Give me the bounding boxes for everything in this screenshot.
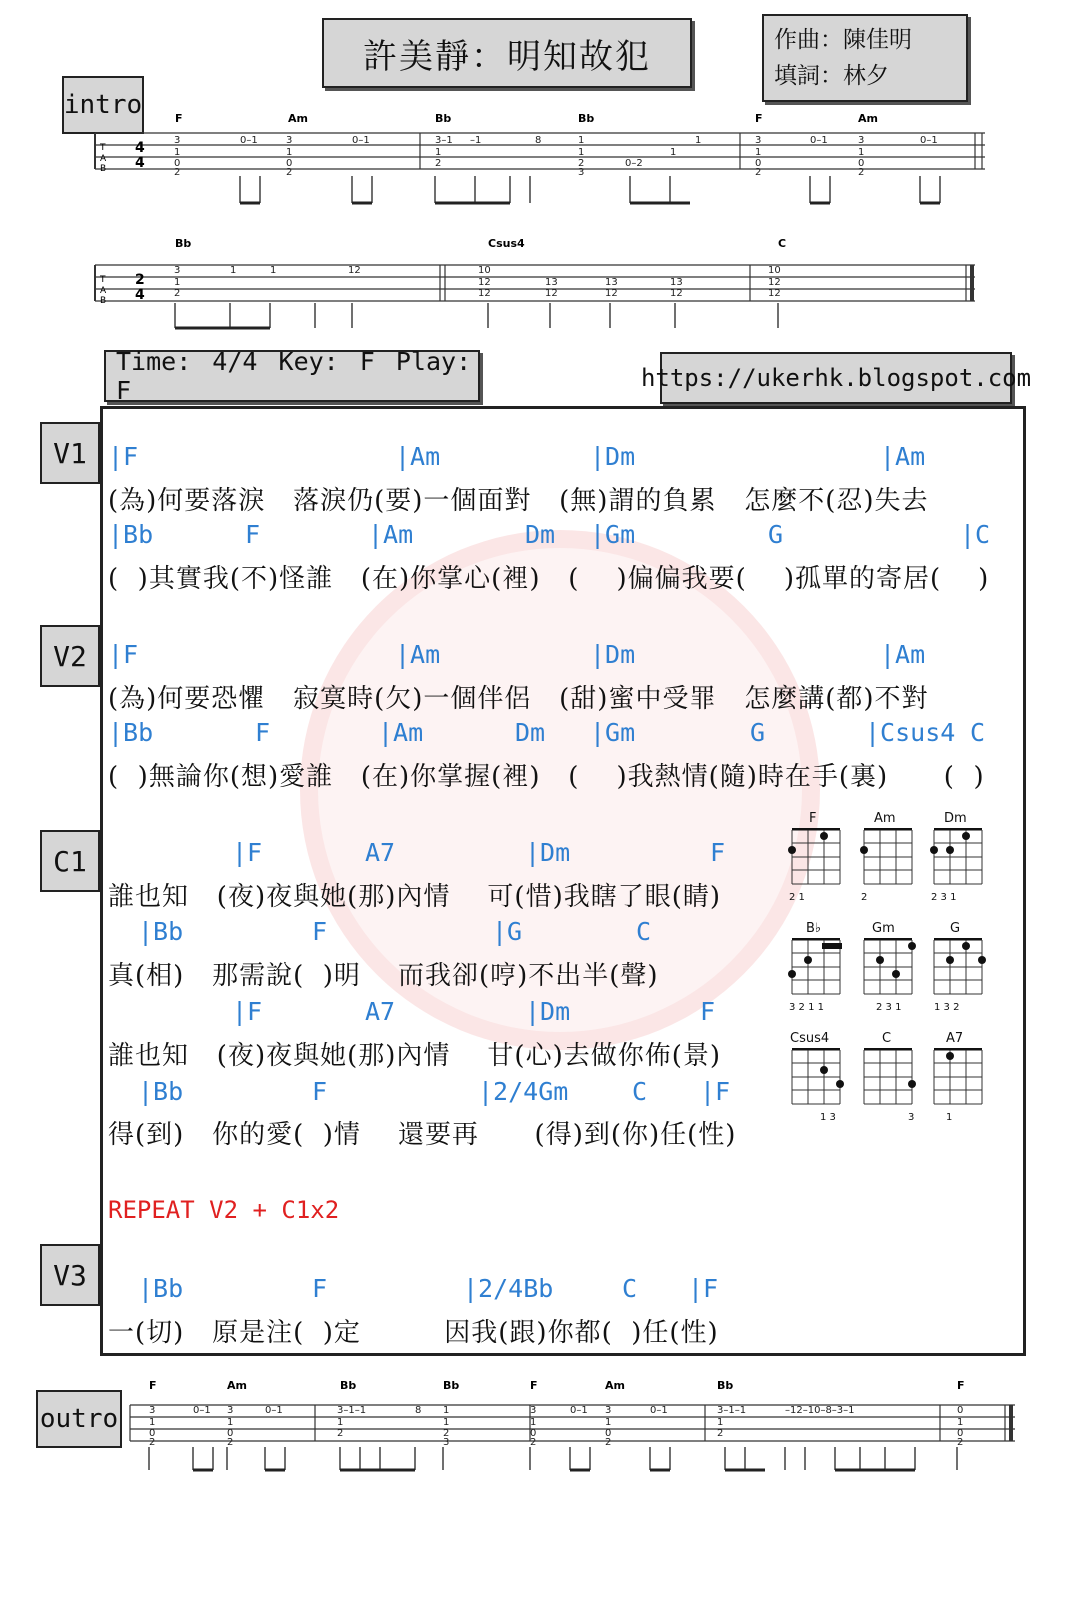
svg-text:2: 2 (957, 1437, 964, 1448)
svg-text:3: 3 (755, 135, 762, 146)
intro-chord: Am (858, 112, 878, 125)
svg-text:2: 2 (227, 1437, 234, 1448)
chord: F (245, 520, 261, 549)
svg-text:T: T (100, 275, 106, 285)
chord: |F (688, 1274, 719, 1303)
svg-text:13: 13 (545, 277, 558, 288)
lyric-line: 誰也知 (夜)夜與她(那)內情 可(惜)我瞎了眼(睛) (108, 882, 722, 912)
svg-text:3–1–1: 3–1–1 (717, 1405, 747, 1416)
chord: |Bb (138, 1077, 184, 1106)
chord: Dm (525, 520, 556, 549)
svg-text:–12–10–8–3–1: –12–10–8–3–1 (785, 1405, 855, 1416)
svg-text:3–1: 3–1 (435, 135, 453, 146)
intro-tab-row2 (90, 233, 990, 338)
composer: 作曲：陳佳明 (774, 27, 912, 53)
chord-fingers: 1 3 2 (934, 1002, 960, 1013)
chord: |F (108, 442, 139, 471)
svg-text:2: 2 (605, 1437, 612, 1448)
svg-text:0: 0 (286, 158, 293, 169)
svg-text:0: 0 (149, 1428, 156, 1439)
svg-text:2: 2 (755, 167, 762, 178)
svg-text:1: 1 (578, 147, 585, 158)
chord: |G (492, 917, 523, 946)
chord: |Bb (108, 718, 154, 747)
svg-text:1: 1 (695, 135, 702, 146)
chord-fingers: 3 2 1 1 (789, 1002, 824, 1013)
svg-text:0–1: 0–1 (240, 135, 258, 146)
svg-text:2: 2 (149, 1437, 156, 1448)
chord-name: G (950, 921, 961, 936)
chord-fingers: 2 (861, 892, 868, 903)
outro-label: outro (36, 1390, 122, 1448)
chord: |Dm (525, 838, 571, 867)
chord-name: A7 (946, 1031, 964, 1046)
svg-text:T: T (100, 143, 106, 153)
svg-text:1: 1 (337, 1417, 344, 1428)
svg-text:B: B (100, 296, 107, 306)
svg-text:3: 3 (149, 1405, 156, 1416)
chord: G (768, 520, 784, 549)
svg-text:2: 2 (286, 167, 293, 178)
svg-text:–1: –1 (470, 135, 482, 146)
chord: |Dm (525, 997, 571, 1026)
chord: |Bb (108, 520, 154, 549)
section-v2: V2 (40, 625, 100, 687)
svg-text:12: 12 (545, 288, 558, 299)
svg-text:1: 1 (717, 1417, 724, 1428)
chord-name: C (882, 1031, 892, 1046)
svg-text:0–1: 0–1 (352, 135, 370, 146)
chord: |Dm (590, 640, 636, 669)
chord: C (622, 1274, 638, 1303)
outro-tab (125, 1375, 1025, 1485)
svg-text:1: 1 (670, 147, 677, 158)
svg-text:3: 3 (174, 265, 181, 276)
chord-fingers: 2 3 1 (876, 1002, 902, 1013)
credits (762, 14, 968, 102)
svg-text:2: 2 (443, 1428, 450, 1439)
outro-chord: Bb (340, 1379, 357, 1392)
svg-text:10: 10 (768, 265, 781, 276)
svg-text:0: 0 (605, 1428, 612, 1439)
svg-text:3: 3 (578, 167, 585, 178)
svg-text:A: A (100, 154, 107, 164)
svg-text:1: 1 (755, 147, 762, 158)
svg-text:0: 0 (530, 1428, 537, 1439)
svg-text:1: 1 (530, 1417, 537, 1428)
lyricist: 填詞：林夕 (774, 63, 889, 89)
svg-text:1: 1 (443, 1417, 450, 1428)
chord: |Am (395, 442, 441, 471)
svg-text:1: 1 (149, 1417, 156, 1428)
chord-fingers: 1 3 (820, 1112, 836, 1123)
svg-text:3: 3 (858, 135, 865, 146)
svg-text:0–1: 0–1 (650, 1405, 668, 1416)
svg-text:0: 0 (227, 1428, 234, 1439)
chord-fingers: 2 1 (789, 892, 805, 903)
outro-chord: F (530, 1379, 538, 1392)
svg-text:4: 4 (135, 140, 145, 156)
svg-text:0: 0 (755, 158, 762, 169)
chord: |Am (378, 718, 424, 747)
chord: F (710, 838, 726, 867)
svg-text:0: 0 (174, 158, 181, 169)
outro-chord: F (149, 1379, 157, 1392)
intro-tab-row1 (90, 108, 990, 213)
svg-text:2: 2 (578, 158, 585, 169)
chord: F (255, 718, 271, 747)
chord: F (700, 997, 716, 1026)
svg-text:12: 12 (348, 265, 361, 276)
svg-text:10: 10 (478, 265, 491, 276)
chord: |Bb (138, 1274, 184, 1303)
chord: F (312, 1077, 328, 1106)
song-info: Time: 4/4 Key: F Play: F (104, 350, 480, 402)
svg-text:0–1: 0–1 (570, 1405, 588, 1416)
chord: |C (960, 520, 991, 549)
svg-text:1: 1 (578, 135, 585, 146)
svg-text:3: 3 (286, 135, 293, 146)
chord: |Dm (590, 442, 636, 471)
intro-chord: Bb (578, 112, 595, 125)
chord-fingers: 1 (946, 1112, 953, 1123)
svg-text:8: 8 (535, 135, 542, 146)
lyric-line: 一(切) 原是注( )定 因我(跟)你都( )任(性) (108, 1318, 719, 1348)
svg-text:12: 12 (478, 277, 491, 288)
chord: C (632, 1077, 648, 1106)
chord: |F (700, 1077, 731, 1106)
svg-text:8: 8 (415, 1405, 422, 1416)
section-v1: V1 (40, 422, 100, 484)
chord: |Bb (138, 917, 184, 946)
chord-diagrams (782, 808, 1000, 1133)
intro-chord: C (778, 237, 787, 250)
svg-text:0: 0 (858, 158, 865, 169)
section-c1: C1 (40, 830, 100, 892)
blog-url[interactable]: https://ukerhk.blogspot.com (660, 352, 1012, 404)
svg-text:0–1: 0–1 (810, 135, 828, 146)
chord-name: B♭ (806, 921, 822, 936)
lyric-line: 誰也知 (夜)夜與她(那)內情 甘(心)去做你佈(景) (108, 1041, 722, 1071)
chord: |Gm (590, 718, 636, 747)
svg-text:1: 1 (286, 147, 293, 158)
song-title: 許美靜：明知故犯 (322, 18, 692, 88)
svg-text:3–1–1: 3–1–1 (337, 1405, 367, 1416)
svg-text:1: 1 (858, 147, 865, 158)
outro-chord: Am (227, 1379, 247, 1392)
chord: |Gm (590, 520, 636, 549)
svg-text:1: 1 (443, 1405, 450, 1416)
chord: C (636, 917, 652, 946)
chord: A7 (365, 997, 396, 1026)
chord: |Am (395, 640, 441, 669)
chord: |Am (880, 442, 926, 471)
svg-text:2: 2 (174, 167, 181, 178)
lyric-line: (為)何要恐懼 寂寞時(欠)一個伴侶 (甜)蜜中受罪 怎麼講(都)不對 (108, 684, 929, 714)
chord-name: Dm (944, 811, 967, 826)
svg-text:2: 2 (435, 158, 442, 169)
svg-text:12: 12 (768, 288, 781, 299)
lyric-line: ( )無論你(想)愛誰 (在)你掌握(裡) ( )我熱情(隨)時在手(裏) ( ) (108, 762, 985, 792)
svg-text:1: 1 (435, 147, 442, 158)
svg-text:B: B (100, 164, 107, 174)
lyric-line: ( )其實我(不)怪誰 (在)你掌心(裡) ( )偏偏我要( )孤單的寄居( ) (108, 564, 990, 594)
chord-name: F (809, 811, 817, 826)
svg-text:0: 0 (957, 1428, 964, 1439)
chord: |F (108, 640, 139, 669)
svg-text:1: 1 (174, 147, 181, 158)
svg-text:2: 2 (135, 272, 145, 288)
svg-text:4: 4 (135, 155, 145, 171)
svg-text:0–1: 0–1 (193, 1405, 211, 1416)
intro-chord: Bb (175, 237, 192, 250)
chord: |Am (368, 520, 414, 549)
lyric-line: 真(相) 那需說( )明 而我卻(哼)不出半(聲) (108, 961, 659, 991)
outro-chord: Bb (443, 1379, 460, 1392)
intro-chord: F (755, 112, 763, 125)
chord-fingers: 2 3 1 (931, 892, 957, 903)
chord: Dm (515, 718, 546, 747)
svg-text:12: 12 (670, 288, 683, 299)
svg-text:1: 1 (605, 1417, 612, 1428)
svg-text:2: 2 (530, 1437, 537, 1448)
outro-chord: Am (605, 1379, 625, 1392)
intro-chord: Csus4 (488, 237, 525, 250)
chord: |F (232, 997, 263, 1026)
svg-text:1: 1 (957, 1417, 964, 1428)
svg-text:12: 12 (478, 288, 491, 299)
chord: F (312, 1274, 328, 1303)
svg-text:2: 2 (174, 288, 181, 299)
outro-chord: F (957, 1379, 965, 1392)
chord: |2/4Bb (463, 1274, 554, 1303)
svg-text:3: 3 (174, 135, 181, 146)
intro-chord: Am (288, 112, 308, 125)
svg-text:4: 4 (135, 287, 145, 303)
chord: F (312, 917, 328, 946)
svg-text:12: 12 (768, 277, 781, 288)
intro-chord: Bb (435, 112, 452, 125)
intro-chord: F (175, 112, 183, 125)
chord: G (750, 718, 766, 747)
svg-text:13: 13 (605, 277, 618, 288)
chord: C (970, 718, 986, 747)
section-v3: V3 (40, 1244, 100, 1306)
repeat-instruction: REPEAT V2 + C1x2 (108, 1196, 340, 1224)
chord-name: Gm (872, 921, 895, 936)
svg-text:0–2: 0–2 (625, 158, 643, 169)
svg-text:12: 12 (605, 288, 618, 299)
lyric-line: 得(到) 你的愛( )情 還要再 (得)到(你)任(性) (108, 1120, 737, 1150)
svg-text:A: A (100, 286, 107, 296)
lyric-line: (為)何要落淚 落淚仍(要)一個面對 (無)謂的負累 怎麼不(忍)失去 (108, 486, 929, 516)
svg-text:2: 2 (337, 1428, 344, 1439)
svg-text:0–1: 0–1 (265, 1405, 283, 1416)
outro-chord: Bb (717, 1379, 734, 1392)
svg-text:2: 2 (717, 1428, 724, 1439)
chord: |Am (880, 640, 926, 669)
svg-text:3: 3 (530, 1405, 537, 1416)
svg-text:1: 1 (270, 265, 277, 276)
svg-text:1: 1 (227, 1417, 234, 1428)
chord-name: Csus4 (790, 1031, 830, 1046)
chord: |2/4Gm (478, 1077, 569, 1106)
svg-text:0: 0 (957, 1405, 964, 1416)
chord: |F (232, 838, 263, 867)
chord: |Csus4 (865, 718, 956, 747)
svg-text:0–1: 0–1 (920, 135, 938, 146)
svg-text:2: 2 (858, 167, 865, 178)
chord-fingers: 3 (908, 1112, 915, 1123)
svg-text:3: 3 (227, 1405, 234, 1416)
svg-text:3: 3 (443, 1437, 450, 1448)
svg-text:1: 1 (230, 265, 237, 276)
svg-text:13: 13 (670, 277, 683, 288)
svg-text:1: 1 (174, 277, 181, 288)
chord: A7 (365, 838, 396, 867)
svg-text:3: 3 (605, 1405, 612, 1416)
chord-name: Am (874, 811, 896, 826)
intro-label: intro (62, 76, 144, 134)
